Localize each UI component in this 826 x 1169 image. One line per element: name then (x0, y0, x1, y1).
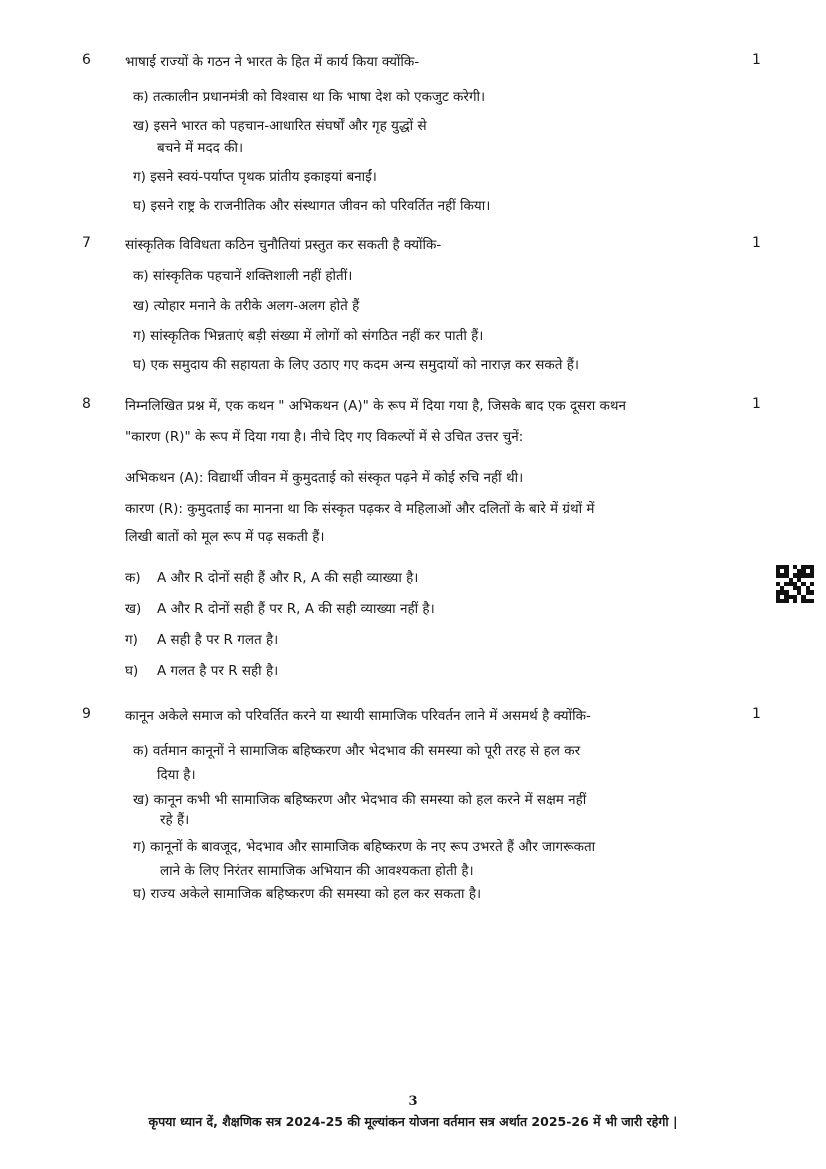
question-stem: भाषाई राज्यों के गठन ने भारत के हित में कार्य किया क्योंकि- (125, 54, 420, 70)
option-key: ख) (125, 601, 142, 617)
option-b-cont: बचने में मदद की। (157, 140, 244, 156)
option-key: घ) (125, 663, 139, 679)
option-d (125, 661, 278, 679)
option-key: ग) (125, 632, 138, 648)
option-d: घ) राज्य अकेले सामाजिक बहिष्करण की समस्या को हल कर सकता है। (133, 886, 482, 902)
option-text: A गलत है पर R सही है। (157, 663, 279, 679)
option-d: घ) इसने राष्ट्र के राजनीतिक और संस्थागत जीवन को परिवर्तित नहीं किया। (133, 198, 491, 214)
question-number: 9 (82, 706, 91, 722)
question-marks: 1 (752, 396, 761, 412)
option-b: ख) त्योहार मनाने के तरीके अलग-अलग होते हैं (133, 298, 360, 314)
qr-code-icon (776, 565, 814, 603)
option-a (125, 568, 418, 586)
option-text: A सही है पर R गलत है। (157, 632, 279, 648)
option-b: ख) इसने भारत को पहचान-आधारित संघर्षों और गृह युद्धों से (133, 118, 427, 134)
footer-note: कृपया ध्यान दें, शैक्षणिक सत्र 2024-25 की मूल्यांकन योजना वर्तमान सत्र अर्थात 2025-26 में भी जारी रहेगी | (148, 1114, 678, 1129)
question-stem: कानून अकेले समाज को परिवर्तित करने या स्थायी सामाजिक परिवर्तन लाने में असमर्थ है क्योंकि- (125, 708, 591, 724)
option-a: क) तत्कालीन प्रधानमंत्री को विश्वास था कि भाषा देश को एकजुट करेगी। (133, 89, 486, 105)
question-marks: 1 (752, 235, 761, 251)
option-c: ग) सांस्कृतिक भिन्नताएं बड़ी संख्या में लोगों को संगठित नहीं कर पाती हैं। (133, 328, 484, 344)
reason-line-2: लिखी बातों को मूल रूप में पढ़ सकती हैं। (125, 529, 325, 545)
option-b: ख) कानून कभी भी सामाजिक बहिष्करण और भेदभाव की समस्या को हल करने में सक्षम नहीं (133, 792, 587, 808)
page-number: 3 (408, 1094, 418, 1109)
question-marks: 1 (752, 52, 761, 68)
option-c: ग) इसने स्वयं-पर्याप्त पृथक प्रांतीय इकाइयां बनाईं। (133, 169, 377, 185)
question-stem: सांस्कृतिक विविधता कठिन चुनौतियां प्रस्तुत कर सकती है क्योंकि- (125, 237, 442, 253)
question-number: 8 (82, 396, 91, 412)
reason-line-1: कारण (R): कुमुदताई का मानना था कि संस्कृत पढ़कर वे महिलाओं और दलितों के बारे में ग्रंथों में (125, 501, 595, 517)
option-b (125, 599, 435, 617)
question-stem-line-2: "कारण (R)" के रूप में दिया गया है। नीचे दिए गए विकल्पों में से उचित उत्तर चुनें: (125, 429, 524, 445)
question-number: 7 (82, 235, 91, 251)
option-text: A और R दोनों सही हैं पर R, A की सही व्याख्या नहीं है। (157, 601, 435, 617)
option-a-cont: दिया है। (157, 767, 196, 783)
option-a: क) वर्तमान कानूनों ने सामाजिक बहिष्करण और भेदभाव की समस्या को पूरी तरह से हल कर (133, 743, 581, 759)
option-b-cont: रहे हैं। (160, 812, 190, 828)
option-a: क) सांस्कृतिक पहचानें शक्तिशाली नहीं होतीं। (133, 268, 353, 284)
option-c-cont: लाने के लिए निरंतर सामाजिक अभियान की आवश्यकता होती है। (160, 863, 474, 879)
question-marks: 1 (752, 706, 761, 722)
option-c (125, 630, 278, 648)
question-number: 6 (82, 52, 91, 68)
question-stem-line-1: निम्नलिखित प्रश्न में, एक कथन " अभिकथन (A)" के रूप में दिया गया है, जिसके बाद एक दूसरा कथन (125, 398, 627, 414)
assertion: अभिकथन (A): विद्यार्थी जीवन में कुमुदताई को संस्कृत पढ़ने में कोई रुचि नहीं थी। (125, 470, 524, 486)
option-text: A और R दोनों सही हैं और R, A की सही व्याख्या है। (157, 570, 419, 586)
option-key: क) (125, 570, 141, 586)
option-c: ग) कानूनों के बावजूद, भेदभाव और सामाजिक बहिष्करण के नए रूप उभरते हैं और जागरूकता (133, 839, 596, 855)
option-d: घ) एक समुदाय की सहायता के लिए उठाए गए कदम अन्य समुदायों को नाराज़ कर सकते हैं। (133, 357, 580, 373)
